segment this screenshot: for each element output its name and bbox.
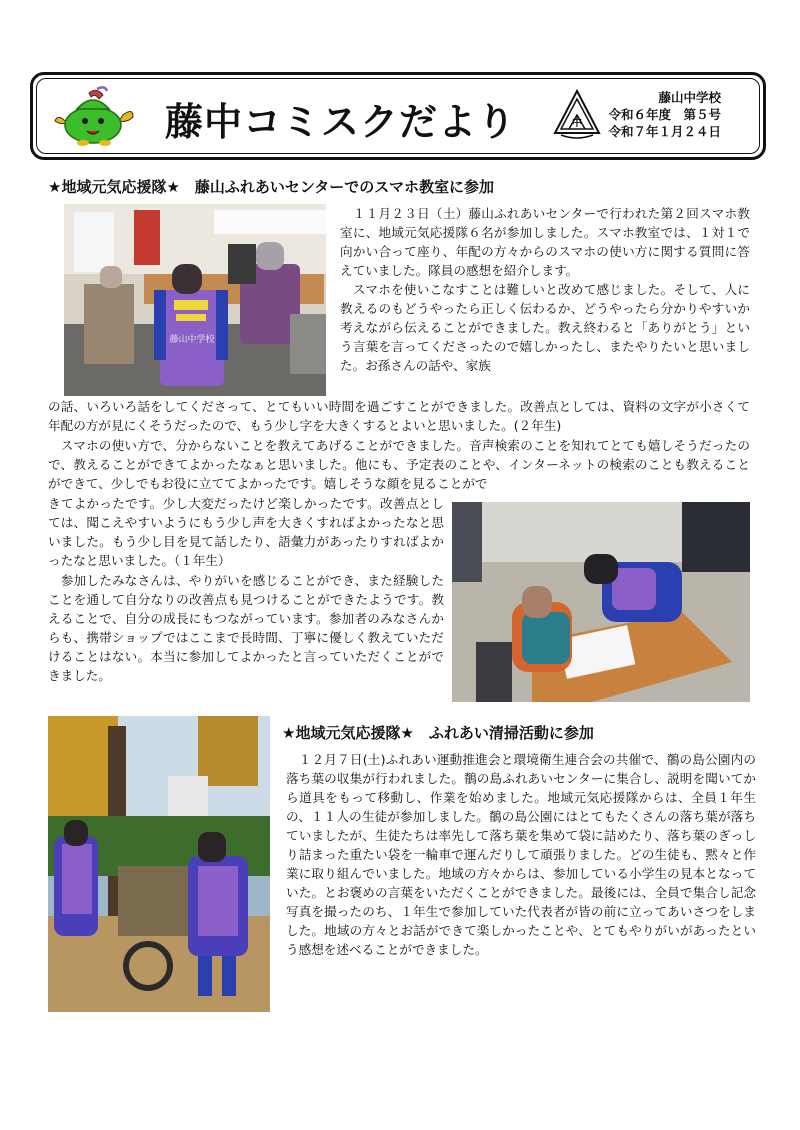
issue-info [608, 89, 721, 140]
svg-text:中: 中 [572, 118, 582, 129]
cleanup-activity-photo [48, 716, 270, 1012]
newsletter-title: 藤中コミスクだより [165, 100, 517, 144]
smartphone-class-photo [64, 204, 326, 396]
school-emblem-icon [553, 89, 601, 141]
section2-paragraph: １２月７日(土)ふれあい運動推進会と環境衛生連合会の共催で、鶺の島公園内の落ち葉の収集が行われました。鶺の島ふれあいセンターに集合し、説明を聞いてから道具をもって移動し、作業を始めました。地域元気応援隊からは、全員１年生の、１１人の生徒が参加しました。鶺の島公園にはとてもたくさんの落ち葉が落ちていましたが、生徒たちは率先して落ち葉を集めて袋に詰めたり、落ち葉のぎっしり詰まった重たい袋を一輪車で運んだりして頑張りました。どの生徒も、黙々と作業に取り組んでいました。地域の方々からは、参加している小学生の見本となっていた。とお褒めの言葉をいただくことができました。最後には、全員で集合し記念写真を撮ったのち、１年生で参加していた代表者が皆の前に立ってあいさつをしました。地域の方々とお話ができて楽しかったことや、とてもやりがいがあったという感想を述べることができました。 [286, 752, 756, 957]
section1-paragraph-impression-2nd-a: スマホを使いこなすことは難しいと改めて感じました。そして、人に教えるのもどうやったら正しく伝わるか、どうやったら分かりやすいか考えながら伝えることができました。教え終わると「ありがとう」という言葉を言ってくださったので嬉しかったし、またやりたいと思いました。お孫さんの話や、家族 [340, 282, 750, 373]
issue-date: 令和７年１月２４日 [608, 124, 721, 139]
vest-label: 藤山中学校 [169, 335, 215, 345]
teaching-photo [452, 502, 750, 702]
section1-paragraph-summary: 参加したみなさんは、やりがいを感じることができ、また経験したことを通して自分なりの改善点も見つけることができたようです。教えることで、自分の成長にもつながっています。参加者のみなさんからも、携帯ショップではここまで長時間、丁寧に優しく教えていただけることはない。本当に参加してよかったと言っていただくことができました。 [48, 573, 444, 683]
newsletter-header [30, 72, 766, 160]
section2-heading: ★地域元気応援隊★ ふれあい清掃活動に参加 [282, 724, 594, 742]
mascot-logo-icon [53, 85, 135, 149]
issue-number: 令和６年度 第５号 [608, 107, 721, 122]
section1-paragraph-impression-1st-b: きてよかったです。少し大変だったけど楽しかったです。改善点としては、聞こえやすいようにもう少し声を大きくすればよかったなと思いました。もう少し目を見て話したり、語彙力があったりすればよかったなと思いました。（１年生） [48, 496, 444, 568]
section1-paragraph-impression-1st-a: スマホの使い方で、分からないことを教えてあげることができました。音声検索のことを知れてとても嬉しそうだったので、教えることができてよかったなぁと思いました。他にも、予定表のことや、インターネットの検索のことも教えることができて、少しでもお役に立ててよかったです。嬉しそうな顔を見ることがで [48, 438, 750, 491]
school-name: 藤山中学校 [658, 90, 721, 105]
section1-paragraph-impression-2nd-b: の話、いろいろ話をしてくださって、とてもいい時間を過ごすことができました。改善点としては、資料の文字が小さくて年配の方が見にくそうだったので、もう少し字を大きくするとよいと思いました。(２年生) [48, 399, 750, 433]
section1-heading: ★地域元気応援隊★ 藤山ふれあいセンターでのスマホ教室に参加 [48, 178, 494, 196]
section1-paragraph-intro: １１月２３日（土）藤山ふれあいセンターで行われた第２回スマホ教室に、地域元気応援隊６名が参加しました。スマホ教室では、１対１で向かい合って座り、年配の方々からのスマホの使い方に関する質問に答えていました。隊員の感想を紹介します。 [340, 206, 750, 278]
